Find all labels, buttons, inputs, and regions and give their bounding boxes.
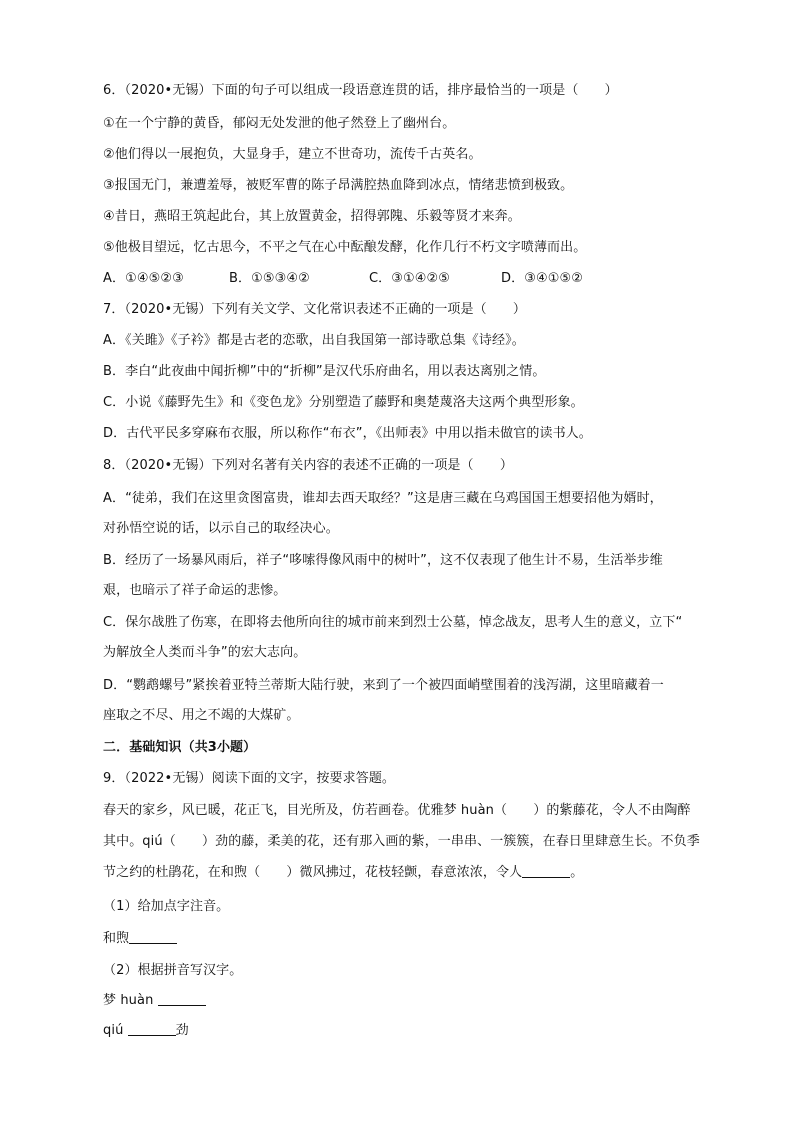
q6-option-d[interactable]: D．③④①⑤② bbox=[501, 271, 583, 286]
q6-sentence-2: ②他们得以一展抱负，大显身手，建立不世奇功，流传千古英名。 bbox=[103, 147, 482, 162]
q9-sub1-label: （1）给加点字注音。 bbox=[103, 899, 230, 914]
q8-option-d-line2[interactable]: 座取之不尽、用之不竭的大煤矿。 bbox=[103, 708, 300, 723]
q6-options bbox=[103, 268, 713, 290]
q9-sub2-answer-blank-2[interactable] bbox=[128, 1021, 176, 1036]
q8-option-c-line2[interactable]: 为解放全人类而斗争”的宏大志向。 bbox=[103, 645, 307, 660]
q9-sub2-answer-blank-1[interactable] bbox=[158, 991, 206, 1006]
q8-option-d-line1[interactable]: D．“鹦鹉螺号”紧挨着亚特兰蒂斯大陆行驶，来到了一个被四面峭壁围着的浅泻湖，这里暗藏着一 bbox=[103, 678, 664, 693]
q8-stem: 8．（2020•无锡）下列对名著有关内容的表述不正确的一项是（ ） bbox=[103, 458, 513, 473]
q6-option-a[interactable]: A．①④⑤②③ bbox=[103, 271, 184, 286]
q9-sub2-row2 bbox=[103, 1020, 713, 1042]
q8-option-c-line1[interactable]: C．保尔战胜了伤寒，在即将去他所向往的城市前来到烈士公墓，悼念战友，思考人生的意义，立下“ bbox=[103, 615, 683, 630]
q7-stem: 7．（2020•无锡）下列有关文学、文化常识表述不正确的一项是（ ） bbox=[103, 302, 527, 317]
q9-sub2-item2-char: 劲 bbox=[175, 1023, 189, 1038]
section-heading: 二．基础知识（共3小题） bbox=[103, 740, 257, 755]
q9-sub1-row bbox=[103, 928, 713, 950]
q6-sentence-3: ③报国无门，兼遭羞辱，被贬军曹的陈子昂满腔热血降到冰点，情绪悲愤到极致。 bbox=[103, 178, 574, 193]
q6-stem: 6．（2020•无锡）下面的句子可以组成一段语意连贯的话，排序最恰当的一项是（ ） bbox=[103, 83, 618, 98]
q9-sub1-answer-blank[interactable] bbox=[129, 929, 177, 944]
q7-option-c[interactable]: C．小说《藤野先生》和《变色龙》分别塑造了藤野和奥楚蔑洛夫这两个典型形象。 bbox=[103, 395, 584, 410]
q9-sub2-row1 bbox=[103, 990, 713, 1012]
q8-option-a-line2[interactable]: 对孙悟空说的话，以示自己的取经决心。 bbox=[103, 521, 339, 536]
q6-sentence-1: ①在一个宁静的黄昏，郁闷无处发泄的他孑然登上了幽州台。 bbox=[103, 116, 456, 131]
q9-passage-line3 bbox=[103, 862, 713, 884]
q8-option-b-line2[interactable]: 艰，也暗示了祥子命运的悲惨。 bbox=[103, 583, 287, 598]
q6-option-c[interactable]: C．③①④②⑤ bbox=[369, 271, 451, 286]
q9-sub2-item1: 梦 huàn bbox=[103, 993, 154, 1008]
q8-option-b-line1[interactable]: B．经历了一场暴风雨后，祥子“哆嗦得像风雨中的树叶”，这不仅表现了他生计不易，生活举步维 bbox=[103, 553, 663, 568]
q9-passage-line3-end: 。 bbox=[570, 865, 584, 880]
q7-option-b[interactable]: B．李白“此夜曲中闻折柳”中的“折柳”是汉代乐府曲名，用以表达离别之情。 bbox=[103, 364, 546, 379]
q9-passage-line1: 春天的家乡，风已暖，花正飞，目光所及，仿若画卷。优雅梦 huàn（ ）的紫藤花，令人不由陶醉 bbox=[103, 803, 691, 818]
q9-fill-blank[interactable] bbox=[522, 863, 570, 878]
q9-stem: 9．（2022•无锡）阅读下面的文字，按要求答题。 bbox=[103, 771, 396, 786]
q9-sub1-item: 和煦 bbox=[103, 931, 130, 946]
q8-option-a-line1[interactable]: A．“徒弟，我们在这里贪图富贵，谁却去西天取经？”这是唐三藏在乌鸡国国王想要招他为婿时， bbox=[103, 491, 663, 506]
q6-option-b[interactable]: B．①⑤③④② bbox=[229, 271, 310, 286]
q9-sub2-item2-pinyin: qiú bbox=[103, 1023, 124, 1038]
q6-sentence-4: ④昔日，燕昭王筑起此台，其上放置黄金，招得郭隗、乐毅等贤才来奔。 bbox=[103, 209, 521, 224]
q9-passage-line2: 其中。qiú（ ）劲的藤，柔美的花，还有那入画的紫，一串串、一簇簇，在春日里肆意生长。不负季 bbox=[103, 834, 700, 849]
q9-sub2-label: （2）根据拼音写汉字。 bbox=[103, 963, 243, 978]
q7-option-d[interactable]: D．古代平民多穿麻布衣服，所以称作“布衣”，《出师表》中用以指未做官的读书人。 bbox=[103, 426, 592, 441]
q9-passage-line3-text: 节之约的杜鹃花，在和煦（ ）微风拂过，花枝轻颤，春意浓浓，令人 bbox=[103, 865, 523, 880]
q6-sentence-5: ⑤他极目望远，忆古思今，不平之气在心中酝酿发酵，化作几行不朽文字喷薄而出。 bbox=[103, 240, 587, 255]
q7-option-a[interactable]: A．《关雎》《子衿》都是古老的恋歌，出自我国第一部诗歌总集《诗经》。 bbox=[103, 333, 525, 348]
